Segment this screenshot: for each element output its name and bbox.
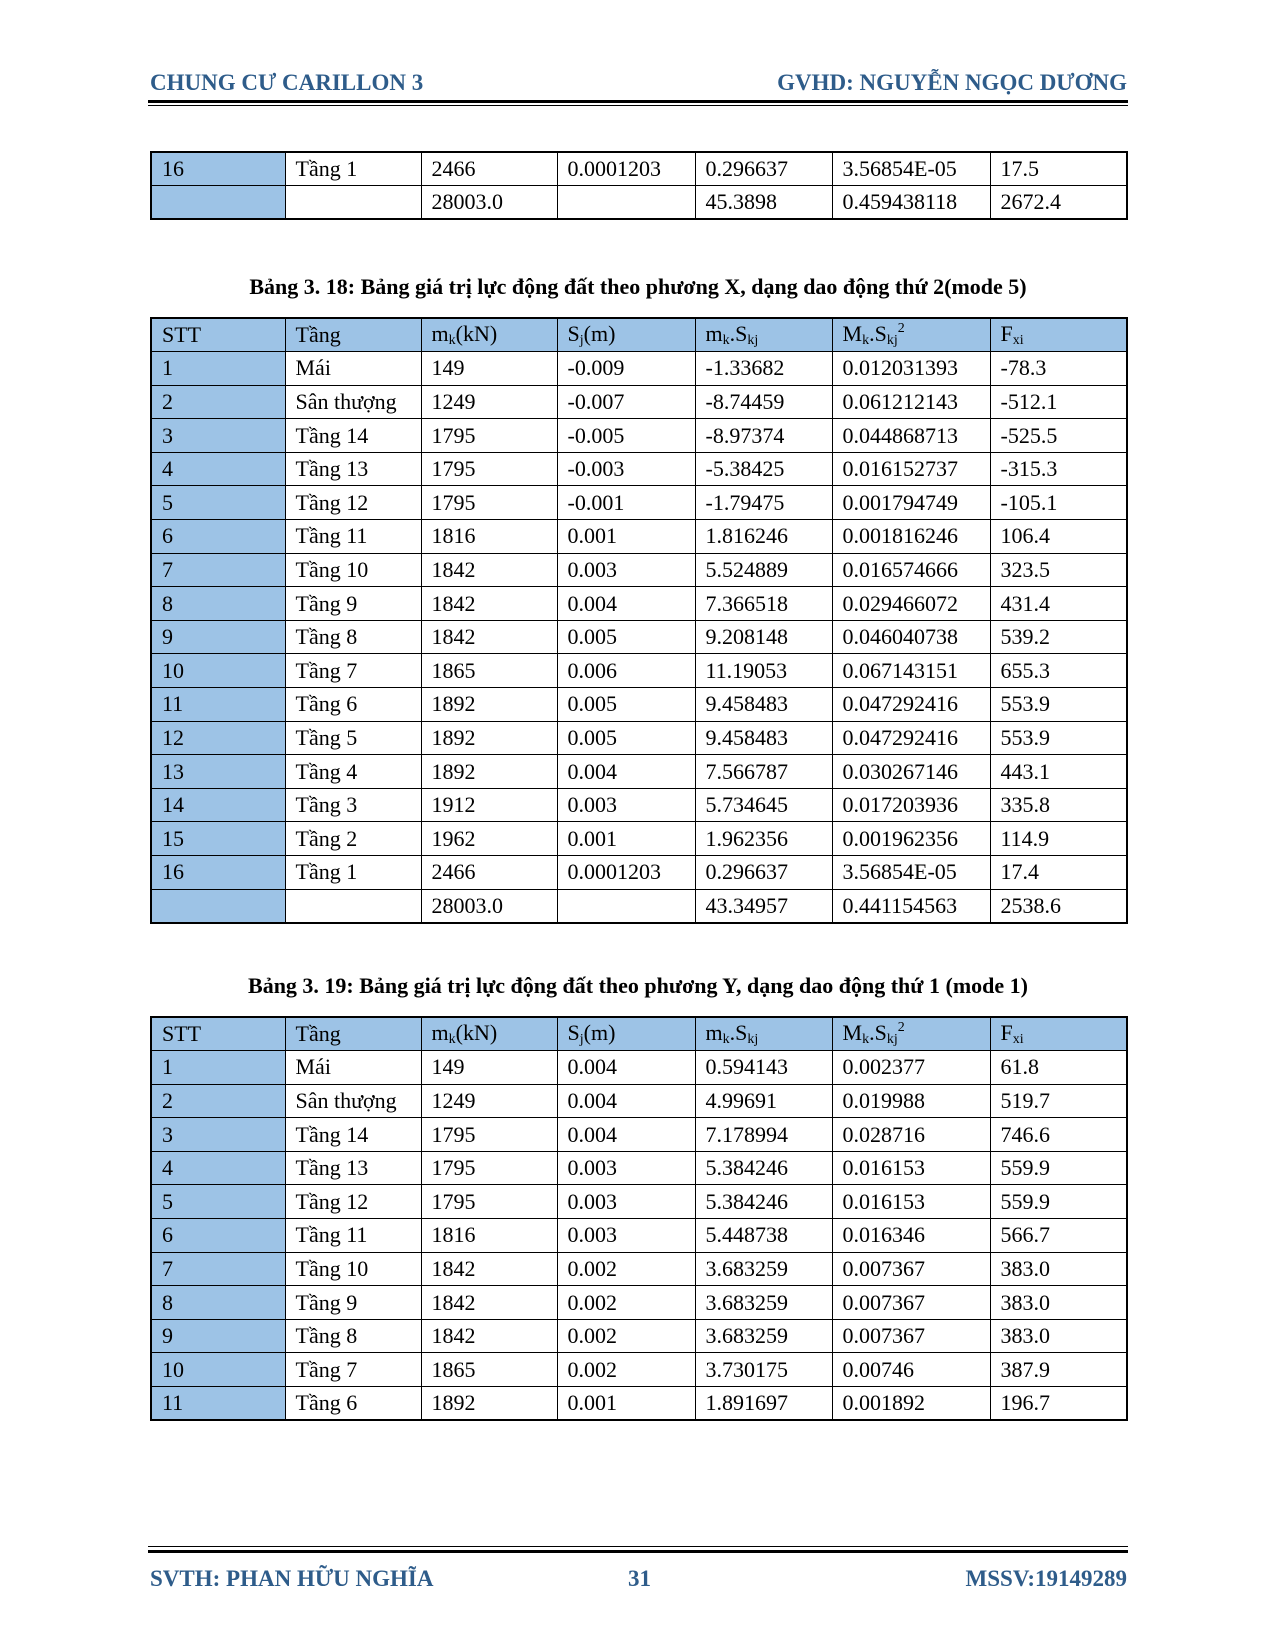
table-row <box>151 352 1127 386</box>
cell-sj: 0.0001203 <box>557 856 695 890</box>
cell-mk: 1249 <box>421 385 557 419</box>
cell-mk-skj: 9.458483 <box>695 688 832 722</box>
cell-mk-skj: 1.891697 <box>695 1387 832 1421</box>
cell-mk-skj: 7.178994 <box>695 1118 832 1152</box>
cell-fxi: 17.5 <box>990 152 1127 186</box>
cell-tang: Tầng 6 <box>285 688 421 722</box>
cell-mk: 1795 <box>421 1185 557 1219</box>
cell-stt: 10 <box>151 1353 285 1387</box>
cell-mk-skj: 11.19053 <box>695 654 832 688</box>
col-header-tang: Tầng <box>285 1017 421 1051</box>
cell-fxi: 17.4 <box>990 856 1127 890</box>
cell-stt: 16 <box>151 856 285 890</box>
cell-fxi: 559.9 <box>990 1185 1127 1219</box>
table-row <box>151 755 1127 789</box>
cell-fxi: 519.7 <box>990 1084 1127 1118</box>
cell-tang: Tầng 1 <box>285 152 421 186</box>
cell-sj: -0.005 <box>557 419 695 453</box>
cell-mk: 1249 <box>421 1084 557 1118</box>
cell-fxi: 431.4 <box>990 587 1127 621</box>
cell-tang: Tầng 7 <box>285 1353 421 1387</box>
cell-stt: 6 <box>151 520 285 554</box>
cell-stt: 4 <box>151 1151 285 1185</box>
cell-stt: 1 <box>151 1051 285 1085</box>
cell-mk: 28003.0 <box>421 186 557 220</box>
table-row <box>151 822 1127 856</box>
cell-sj: 0.004 <box>557 587 695 621</box>
cell-mk-skj: -1.79475 <box>695 486 832 520</box>
cell-tang: Tầng 5 <box>285 721 421 755</box>
cell-mk-skj: 9.208148 <box>695 620 832 654</box>
cell-mk-skj2: 0.441154563 <box>832 889 990 923</box>
cell-mk: 1795 <box>421 452 557 486</box>
cell-mk-skj2: 0.016346 <box>832 1219 990 1253</box>
col-header-mk-skj2: $M_k.S_{kj}^2$ <box>832 1017 990 1051</box>
cell-stt: 7 <box>151 553 285 587</box>
cell-tang <box>285 186 421 220</box>
cell-mk-skj2: 0.012031393 <box>832 352 990 386</box>
col-header-fxi: $F_{xi}$ <box>990 318 1127 352</box>
cell-mk: 1842 <box>421 587 557 621</box>
cell-tang: Mái <box>285 1051 421 1085</box>
cell-sj: 0.004 <box>557 1084 695 1118</box>
cell-stt: 5 <box>151 1185 285 1219</box>
header-left: CHUNG CƯ CARILLON 3 <box>150 70 424 95</box>
cell-tang: Tầng 3 <box>285 788 421 822</box>
cell-tang: Tầng 6 <box>285 1387 421 1421</box>
cell-mk-skj2: 0.00746 <box>832 1353 990 1387</box>
cell-fxi: 655.3 <box>990 654 1127 688</box>
cell-fxi: -512.1 <box>990 385 1127 419</box>
cell-mk: 1865 <box>421 654 557 688</box>
cell-mk-skj2: 0.047292416 <box>832 688 990 722</box>
col-header-mk-skj: $m_k.S_{kj}$ <box>695 1017 832 1051</box>
cell-mk-skj2: 0.047292416 <box>832 721 990 755</box>
cell-sj: 0.004 <box>557 1051 695 1085</box>
cell-mk: 149 <box>421 1051 557 1085</box>
cell-stt: 15 <box>151 822 285 856</box>
cell-mk: 1795 <box>421 419 557 453</box>
cell-mk-skj2: 0.001816246 <box>832 520 990 554</box>
cell-mk: 1892 <box>421 1387 557 1421</box>
table-row <box>151 452 1127 486</box>
cell-sj: 0.002 <box>557 1353 695 1387</box>
cell-mk: 1816 <box>421 1219 557 1253</box>
cell-sj: 0.003 <box>557 1219 695 1253</box>
cell-mk: 1892 <box>421 688 557 722</box>
cell-mk-skj2: 0.007367 <box>832 1319 990 1353</box>
cell-sj: -0.009 <box>557 352 695 386</box>
cell-fxi: 196.7 <box>990 1387 1127 1421</box>
cell-mk-skj2: 0.001962356 <box>832 822 990 856</box>
table-row <box>151 654 1127 688</box>
cell-sj: 0.002 <box>557 1286 695 1320</box>
cell-sj: -0.003 <box>557 452 695 486</box>
cell-mk: 1842 <box>421 1286 557 1320</box>
cell-fxi: 106.4 <box>990 520 1127 554</box>
cell-mk-skj2: 3.56854E-05 <box>832 856 990 890</box>
table-row <box>151 788 1127 822</box>
cell-mk-skj: -8.74459 <box>695 385 832 419</box>
cell-tang: Tầng 10 <box>285 1252 421 1286</box>
cell-stt: 3 <box>151 1118 285 1152</box>
cell-stt: 14 <box>151 788 285 822</box>
table-row <box>151 1151 1127 1185</box>
cell-tang: Sân thượng <box>285 385 421 419</box>
cell-mk: 1962 <box>421 822 557 856</box>
col-header-tang: Tầng <box>285 318 421 352</box>
cell-fxi: 2538.6 <box>990 889 1127 923</box>
cell-tang: Tầng 10 <box>285 553 421 587</box>
cell-mk-skj: 5.384246 <box>695 1151 832 1185</box>
cell-tang: Tầng 7 <box>285 654 421 688</box>
cell-mk-skj: 1.816246 <box>695 520 832 554</box>
cell-fxi: 61.8 <box>990 1051 1127 1085</box>
cell-mk-skj: -8.97374 <box>695 419 832 453</box>
table-row <box>151 1252 1127 1286</box>
cell-mk-skj2: 3.56854E-05 <box>832 152 990 186</box>
cell-fxi: 443.1 <box>990 755 1127 789</box>
cell-mk-skj: 4.99691 <box>695 1084 832 1118</box>
cell-fxi: 323.5 <box>990 553 1127 587</box>
cell-mk-skj2: 0.061212143 <box>832 385 990 419</box>
cell-stt: 11 <box>151 688 285 722</box>
cell-mk: 1865 <box>421 1353 557 1387</box>
cell-mk-skj2: 0.017203936 <box>832 788 990 822</box>
cell-fxi: 387.9 <box>990 1353 1127 1387</box>
cell-tang: Tầng 9 <box>285 1286 421 1320</box>
cell-stt: 16 <box>151 152 285 186</box>
table-header-row <box>151 1017 1127 1051</box>
col-header-stt: STT <box>151 318 285 352</box>
table-row <box>151 1051 1127 1085</box>
cell-stt: 11 <box>151 1387 285 1421</box>
cell-tang: Tầng 1 <box>285 856 421 890</box>
table-row <box>151 688 1127 722</box>
cell-mk: 1842 <box>421 553 557 587</box>
cell-mk-skj: 3.730175 <box>695 1353 832 1387</box>
cell-mk-skj: -5.38425 <box>695 452 832 486</box>
cell-mk-skj: 0.296637 <box>695 856 832 890</box>
cell-mk-skj: 7.566787 <box>695 755 832 789</box>
cell-fxi: -105.1 <box>990 486 1127 520</box>
cell-mk: 1795 <box>421 486 557 520</box>
cell-mk-skj: 43.34957 <box>695 889 832 923</box>
cell-stt: 8 <box>151 587 285 621</box>
table-row <box>151 1084 1127 1118</box>
cell-mk: 1816 <box>421 520 557 554</box>
cell-stt: 6 <box>151 1219 285 1253</box>
header-right: GVHD: NGUYỄN NGỌC DƯƠNG <box>777 70 1127 95</box>
cell-stt: 9 <box>151 1319 285 1353</box>
cell-mk-skj: 3.683259 <box>695 1252 832 1286</box>
table-row <box>151 385 1127 419</box>
cell-mk-skj2: 0.001892 <box>832 1387 990 1421</box>
cell-sj: 0.001 <box>557 822 695 856</box>
cell-tang <box>285 889 421 923</box>
table-row <box>151 1387 1127 1421</box>
footer-rule-thick <box>148 1550 1128 1553</box>
cell-tang: Tầng 4 <box>285 755 421 789</box>
cell-fxi: 559.9 <box>990 1151 1127 1185</box>
cell-sj: 0.003 <box>557 1185 695 1219</box>
cell-stt: 4 <box>151 452 285 486</box>
cell-sj: 0.003 <box>557 553 695 587</box>
cell-mk: 1892 <box>421 755 557 789</box>
cell-mk-skj2: 0.016153 <box>832 1185 990 1219</box>
col-header-mk: $m_k(kN)$ <box>421 318 557 352</box>
cell-fxi: 383.0 <box>990 1252 1127 1286</box>
table-row <box>151 553 1127 587</box>
col-header-stt: STT <box>151 1017 285 1051</box>
cell-mk: 28003.0 <box>421 889 557 923</box>
table-row <box>151 419 1127 453</box>
caption-table-3-18: Bảng 3. 18: Bảng giá trị lực động đất theo phương X, dạng dao động thứ 2(mode 5) <box>249 274 1027 299</box>
table-row <box>151 620 1127 654</box>
cell-mk-skj: 3.683259 <box>695 1286 832 1320</box>
cell-stt: 9 <box>151 620 285 654</box>
cell-sj: 0.004 <box>557 755 695 789</box>
table-row <box>151 1118 1127 1152</box>
cell-tang: Tầng 13 <box>285 452 421 486</box>
table-row <box>151 587 1127 621</box>
header-rule-thin <box>148 105 1128 106</box>
cell-mk-skj2: 0.046040738 <box>832 620 990 654</box>
header-rule-thick <box>148 100 1128 103</box>
cell-mk: 1795 <box>421 1118 557 1152</box>
cell-sj: -0.007 <box>557 385 695 419</box>
cell-mk-skj2: 0.016574666 <box>832 553 990 587</box>
col-header-mk-skj2: $M_k.S_{kj}^2$ <box>832 318 990 352</box>
cell-mk-skj: 5.384246 <box>695 1185 832 1219</box>
cell-fxi: 383.0 <box>990 1286 1127 1320</box>
cell-tang: Tầng 11 <box>285 520 421 554</box>
cell-sj: 0.002 <box>557 1319 695 1353</box>
cell-stt: 3 <box>151 419 285 453</box>
cell-tang: Tầng 13 <box>285 1151 421 1185</box>
cell-tang: Tầng 14 <box>285 419 421 453</box>
cell-mk-skj: 7.366518 <box>695 587 832 621</box>
cell-mk-skj2: 0.007367 <box>832 1286 990 1320</box>
cell-mk-skj2: 0.044868713 <box>832 419 990 453</box>
cell-mk-skj2: 0.002377 <box>832 1051 990 1085</box>
cell-stt: 12 <box>151 721 285 755</box>
cell-mk-skj: 9.458483 <box>695 721 832 755</box>
cell-stt: 5 <box>151 486 285 520</box>
cell-mk-skj2: 0.016153 <box>832 1151 990 1185</box>
cell-mk: 149 <box>421 352 557 386</box>
cell-mk-skj2: 0.067143151 <box>832 654 990 688</box>
cell-tang: Tầng 12 <box>285 486 421 520</box>
cell-mk-skj2: 0.029466072 <box>832 587 990 621</box>
cell-fxi: 553.9 <box>990 688 1127 722</box>
cell-mk-skj2: 0.007367 <box>832 1252 990 1286</box>
table-row <box>151 186 1127 220</box>
col-header-sj: $S_j(m)$ <box>557 318 695 352</box>
cell-mk: 1912 <box>421 788 557 822</box>
caption-table-3-19: Bảng 3. 19: Bảng giá trị lực động đất theo phương Y, dạng dao động thứ 1 (mode 1) <box>248 973 1028 998</box>
cell-mk-skj2: 0.019988 <box>832 1084 990 1118</box>
cell-fxi: -525.5 <box>990 419 1127 453</box>
table-row <box>151 1185 1127 1219</box>
cell-sj: 0.001 <box>557 1387 695 1421</box>
cell-mk-skj: 5.734645 <box>695 788 832 822</box>
cell-sj: 0.001 <box>557 520 695 554</box>
cell-mk-skj2: 0.028716 <box>832 1118 990 1152</box>
cell-sj: 0.003 <box>557 788 695 822</box>
cell-stt <box>151 186 285 220</box>
table-row <box>151 1219 1127 1253</box>
cell-stt: 7 <box>151 1252 285 1286</box>
cell-sj: 0.005 <box>557 721 695 755</box>
footer-rule-thin <box>148 1546 1128 1547</box>
cell-mk-skj: 0.296637 <box>695 152 832 186</box>
cell-mk: 2466 <box>421 856 557 890</box>
cell-mk-skj: 0.594143 <box>695 1051 832 1085</box>
cell-mk: 1892 <box>421 721 557 755</box>
cell-mk: 1842 <box>421 620 557 654</box>
cell-tang: Mái <box>285 352 421 386</box>
cell-mk-skj2: 0.030267146 <box>832 755 990 789</box>
cell-stt: 13 <box>151 755 285 789</box>
col-header-fxi: $F_{xi}$ <box>990 1017 1127 1051</box>
cell-mk-skj: 5.448738 <box>695 1219 832 1253</box>
cell-fxi: 566.7 <box>990 1219 1127 1253</box>
cell-mk-skj: 1.962356 <box>695 822 832 856</box>
cell-sj: 0.004 <box>557 1118 695 1152</box>
cell-mk-skj: 3.683259 <box>695 1319 832 1353</box>
cell-sj: 0.005 <box>557 688 695 722</box>
cell-stt: 8 <box>151 1286 285 1320</box>
cell-mk-skj: -1.33682 <box>695 352 832 386</box>
cell-fxi: 335.8 <box>990 788 1127 822</box>
page-number: 31 <box>628 1566 651 1591</box>
table-continuation <box>150 151 1128 220</box>
cell-mk: 1842 <box>421 1319 557 1353</box>
table-row <box>151 520 1127 554</box>
cell-tang: Tầng 11 <box>285 1219 421 1253</box>
col-header-mk: $m_k(kN)$ <box>421 1017 557 1051</box>
table-3-19 <box>150 1016 1128 1421</box>
cell-sj <box>557 889 695 923</box>
cell-stt: 10 <box>151 654 285 688</box>
cell-tang: Tầng 8 <box>285 620 421 654</box>
cell-mk: 1842 <box>421 1252 557 1286</box>
footer-right: MSSV:19149289 <box>965 1566 1127 1591</box>
cell-mk-skj2: 0.016152737 <box>832 452 990 486</box>
cell-tang: Sân thượng <box>285 1084 421 1118</box>
cell-mk: 1795 <box>421 1151 557 1185</box>
table-row <box>151 1353 1127 1387</box>
cell-fxi: 746.6 <box>990 1118 1127 1152</box>
cell-fxi: 553.9 <box>990 721 1127 755</box>
cell-sj: 0.006 <box>557 654 695 688</box>
cell-mk: 2466 <box>421 152 557 186</box>
cell-stt <box>151 889 285 923</box>
table-header-row <box>151 318 1127 352</box>
cell-sj: 0.005 <box>557 620 695 654</box>
col-header-mk-skj: $m_k.S_{kj}$ <box>695 318 832 352</box>
table-row <box>151 721 1127 755</box>
table-row <box>151 1286 1127 1320</box>
cell-tang: Tầng 12 <box>285 1185 421 1219</box>
table-row <box>151 1319 1127 1353</box>
cell-mk-skj: 5.524889 <box>695 553 832 587</box>
cell-sj: 0.003 <box>557 1151 695 1185</box>
table-3-18 <box>150 317 1128 924</box>
cell-sj <box>557 186 695 220</box>
table-row <box>151 486 1127 520</box>
col-header-sj: $S_j(m)$ <box>557 1017 695 1051</box>
cell-fxi: 2672.4 <box>990 186 1127 220</box>
table-row <box>151 889 1127 923</box>
table-row <box>151 856 1127 890</box>
cell-mk-skj: 45.3898 <box>695 186 832 220</box>
cell-stt: 2 <box>151 385 285 419</box>
cell-tang: Tầng 2 <box>285 822 421 856</box>
cell-sj: 0.002 <box>557 1252 695 1286</box>
footer-left: SVTH: PHAN HỮU NGHĨA <box>150 1566 434 1591</box>
cell-sj: 0.0001203 <box>557 152 695 186</box>
cell-stt: 2 <box>151 1084 285 1118</box>
table-row <box>151 152 1127 186</box>
cell-fxi: -78.3 <box>990 352 1127 386</box>
cell-fxi: 383.0 <box>990 1319 1127 1353</box>
cell-sj: -0.001 <box>557 486 695 520</box>
cell-stt: 1 <box>151 352 285 386</box>
cell-fxi: 539.2 <box>990 620 1127 654</box>
cell-mk-skj2: 0.001794749 <box>832 486 990 520</box>
cell-tang: Tầng 8 <box>285 1319 421 1353</box>
cell-mk-skj2: 0.459438118 <box>832 186 990 220</box>
cell-fxi: 114.9 <box>990 822 1127 856</box>
cell-fxi: -315.3 <box>990 452 1127 486</box>
cell-tang: Tầng 9 <box>285 587 421 621</box>
cell-tang: Tầng 14 <box>285 1118 421 1152</box>
